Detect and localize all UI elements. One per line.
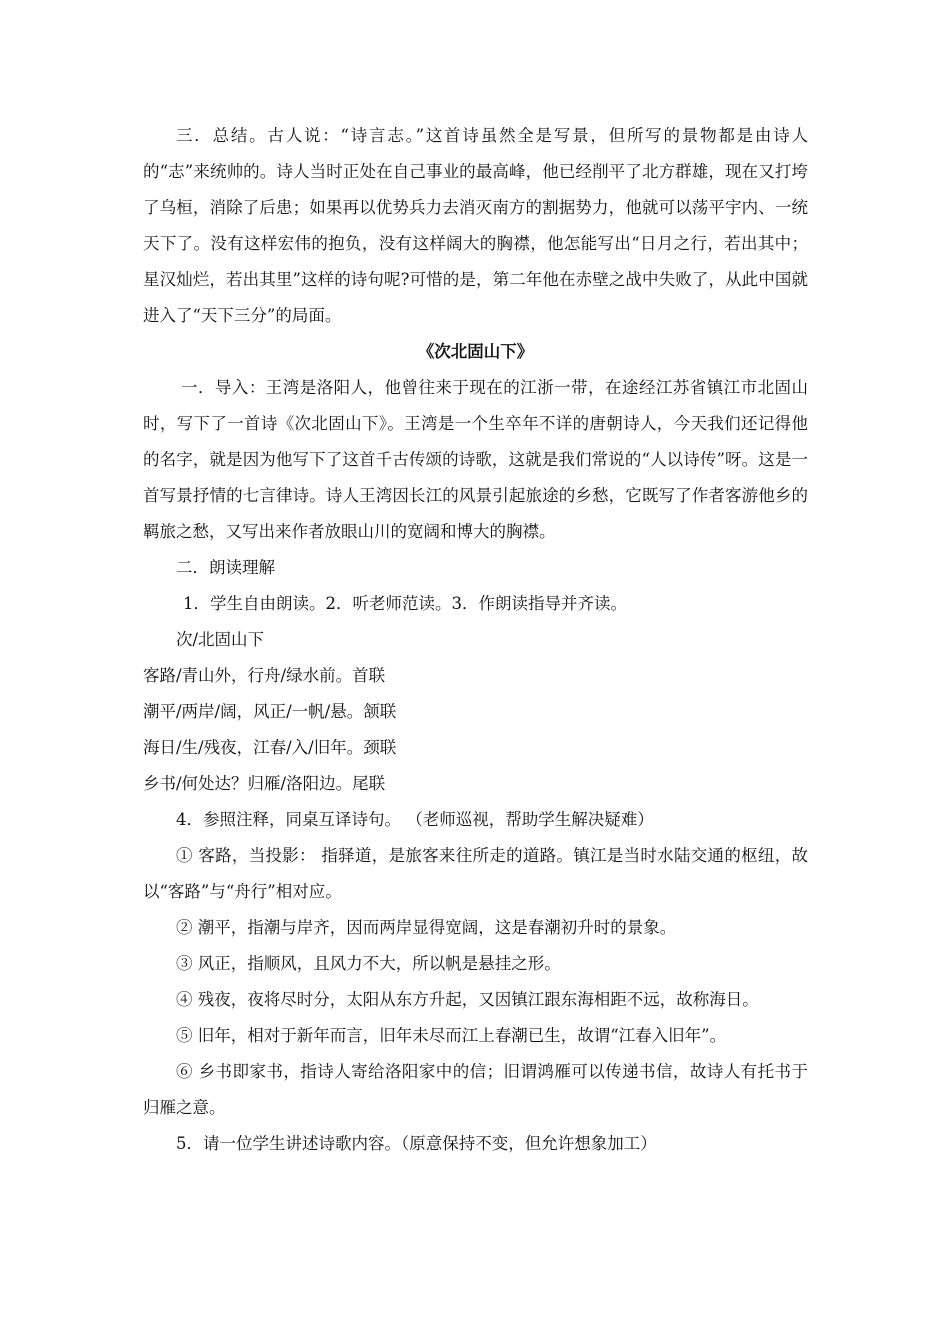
intro-paragraph: 一．导入：王湾是洛阳人，他曾往来于现在的江浙一带，在途经江苏省镇江市北固山时，写下了一首诗《次北固山下》。王湾是一个生卒年不详的唐朝诗人，今天我们还记得他的名字，就是因为他写下了这首千古传颂的诗歌，这就是我们常说的“人以诗传”呀。这是一首写景抒情的七言律诗。诗人王湾因长江的风景引起旅途的乡愁，它既写了作者客游他乡的羁旅之愁，又写出来作者放眼山川的宽阔和博大的胸襟。 — [143, 378, 808, 541]
poem-title: 《次北固山下》 — [417, 342, 534, 361]
summary-paragraph: 三．总结。古人说：“诗言志。”这首诗虽然全是写景，但所写的景物都是由诗人的“志”来统帅的。诗人当时正处在自己事业的最高峰，他已经削平了北方群雄，现在又打垮了乌桓，消除了后患；如果再以优势兵力去消灭南方的割据势力，他就可以荡平宇内、一统天下了。没有这样宏伟的抱负，没有这样阔大的胸襟，他怎能写出“日月之行，若出其中；星汉灿烂，若出其里”这样的诗句呢?可惜的是，第二年他在赤壁之战中失败了，从此中国就进入了“天下三分”的局面。 — [143, 126, 808, 325]
reading-step-5: 5．请一位学生讲述诗歌内容。（原意保持不变，但允许想象加工） — [176, 1134, 657, 1153]
annotation-note: ① 客路，当投影： 指驿道，是旅客来往所走的道路。镇江是当时水陆交通的枢纽，故以“客路”与“舟行”相对应。 — [143, 846, 808, 901]
annotation-note: ⑥ 乡书即家书，指诗人寄给洛阳家中的信；旧谓鸿雁可以传递书信，故诗人有托书于归雁之意。 — [143, 1062, 808, 1117]
annotation-note: ⑤ 旧年，相对于新年而言，旧年未尽而江上春潮已生，故谓“江春入旧年”。 — [176, 1026, 727, 1045]
document-body — [143, 118, 808, 1162]
reading-step-1: 1．学生自由朗读。2．听老师范读。3．作朗读指导并齐读。 — [183, 594, 627, 613]
annotation-note: ② 潮平，指潮与岸齐，因而两岸显得宽阔，这是春潮初升时的景象。 — [176, 918, 677, 937]
poem-verse: 乡书/何处达？归雁/洛阳边。尾联 — [143, 774, 386, 793]
annotation-note: ④ 残夜，夜将尽时分，太阳从东方升起，又因镇江跟东海相距不远，故称海日。 — [176, 990, 759, 1009]
reading-step-4: 4．参照注释，同桌互译诗句。 （老师巡视，帮助学生解决疑难） — [176, 810, 654, 829]
poem-verse: 海日/生/残夜，江春/入/旧年。颈联 — [143, 738, 397, 757]
reading-heading: 二．朗读理解 — [176, 558, 275, 577]
poem-verse: 潮平/两岸/阔，风正/一帆/悬。颔联 — [143, 702, 397, 721]
poem-verse: 客路/青山外，行舟/绿水前。首联 — [143, 666, 386, 685]
poem-verse-title: 次/北固山下 — [176, 630, 265, 649]
annotation-note: ③ 风正，指顺风，且风力不大，所以帆是悬挂之形。 — [176, 954, 561, 973]
